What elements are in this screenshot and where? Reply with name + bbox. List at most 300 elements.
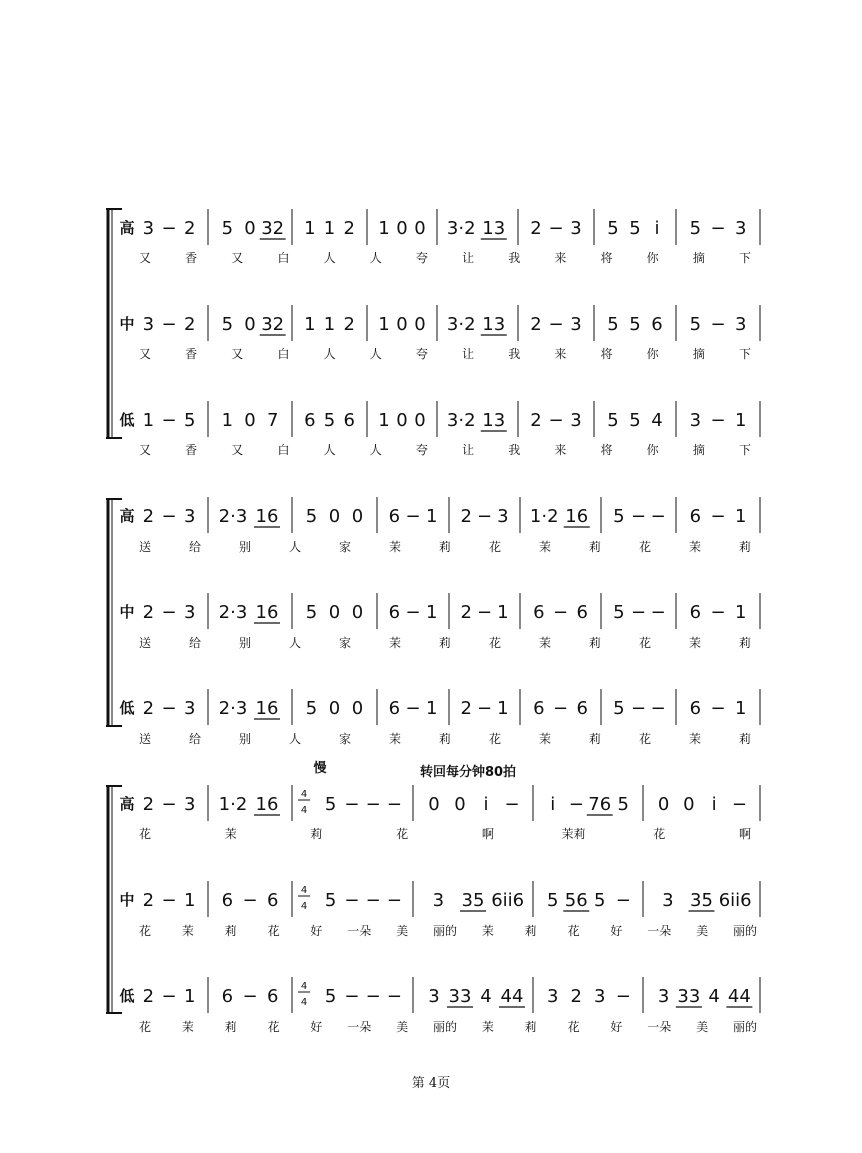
note [161,602,176,623]
note-glyph: 2 [142,602,155,623]
note-glyph: 3·2 [446,218,476,239]
note [143,698,154,719]
note-glyph: − [161,218,177,239]
lyric-syllable: 下 [738,443,752,457]
note [306,698,317,719]
measure [530,410,581,431]
note [690,602,701,623]
note-glyph: 5 [607,410,619,431]
note [735,218,746,239]
note [481,314,507,335]
note-glyph: 16 [255,602,279,623]
note [651,314,662,335]
measure [690,314,747,335]
note [414,218,425,239]
note-glyph: 5 [305,602,318,623]
note [161,698,176,719]
note-glyph: 3 [497,506,509,527]
note [184,698,195,719]
note [344,986,359,1007]
note-glyph: 6 [266,890,279,911]
measure [306,698,363,719]
note-glyph: 3 [570,218,582,239]
measure [613,602,666,623]
note [184,506,195,527]
measure [304,218,355,239]
measure [306,506,363,527]
lyric-syllable: 一朵 [347,924,372,938]
note-glyph: 0 [396,218,408,239]
note-glyph: 2 [142,698,155,719]
lyric-syllable: 你 [646,443,659,457]
note-glyph: 2 [183,218,196,239]
note-glyph: 0 [428,794,440,815]
note [184,986,195,1007]
voice-label-2: 中 [119,315,135,333]
note-glyph: − [710,698,726,719]
note [306,506,317,527]
note-glyph: 0 [396,410,408,431]
measure [433,890,525,911]
measure [143,794,196,815]
note [428,794,439,815]
note-glyph: 3 [183,602,196,623]
lyric-syllable: 莉 [588,540,602,554]
measure [690,218,747,239]
note-glyph: − [242,986,258,1007]
note [405,506,420,527]
lyric-syllable: 丽的 [732,924,758,938]
lyric-syllable: 花 [138,1020,152,1034]
note [530,410,541,431]
note-glyph: 0 [351,506,364,527]
lyric-syllable: 花 [567,1020,580,1034]
note [389,698,400,719]
note [483,794,488,815]
note [658,986,669,1007]
note-glyph: 1 [142,410,155,431]
slow-marking: 慢 [313,761,327,776]
note-glyph: − [710,410,726,431]
note-glyph: 1 [497,602,509,623]
note [447,218,476,239]
note-glyph: − [650,506,666,527]
note [344,794,359,815]
lyric-syllable: 一朵 [647,1020,672,1034]
note-glyph: − [161,698,177,719]
measure [143,986,196,1007]
note [735,506,746,527]
lyric-syllable: 茉 [388,732,402,746]
note [613,698,624,719]
note-glyph: 6ii6 [491,890,525,911]
note-glyph: − [161,602,177,623]
note [631,506,646,527]
lyric-syllable: 花 [396,827,409,841]
note-glyph: 1·2 [218,794,248,815]
note [325,890,336,911]
note [613,506,624,527]
note [222,218,233,239]
note-glyph: − [365,890,381,911]
measure [306,602,363,623]
note-glyph: 2 [570,986,582,1007]
lyric-syllable: 莉 [438,540,452,554]
tempo-marking: 转回每分钟80拍 [419,765,517,780]
measure [219,602,280,623]
measure [447,410,507,431]
note [477,602,492,623]
measure [460,698,508,719]
lyric-syllable: 将 [600,443,613,457]
lyrics-line-1 [139,539,751,554]
note [616,890,631,911]
note [329,602,340,623]
note [184,890,195,911]
note-glyph: 3 [547,986,559,1007]
lyric-syllable: 白 [277,347,290,361]
note-glyph: 3 [183,506,196,527]
note [343,218,354,239]
note-glyph: 6ii6 [718,890,752,911]
measure [690,602,747,623]
lyric-syllable: 莉 [588,732,602,746]
measure [143,314,196,335]
note-glyph: − [731,794,747,815]
note [710,314,725,335]
note [533,698,544,719]
measure [378,314,425,335]
note-glyph: 6 [533,602,545,623]
lyric-syllable: 又 [138,347,152,361]
note [254,698,280,719]
lyric-syllable: 茉 [481,1020,494,1034]
note [324,410,335,431]
note-glyph: 2 [460,602,472,623]
lyric-syllable: 又 [231,347,244,361]
note [396,410,407,431]
lyric-syllable: 人 [288,636,302,650]
measure [613,698,666,719]
note [389,602,400,623]
lyrics-line-2 [139,635,751,650]
note-glyph: 5 [613,506,625,527]
measure [304,410,355,431]
measure [222,218,286,239]
note-glyph: 5 [629,410,641,431]
measure [530,314,581,335]
note-glyph: 0 [414,410,426,431]
note-glyph: − [630,698,647,719]
measure [447,218,507,239]
lyric-syllable: 美 [396,1020,409,1034]
note [366,794,381,815]
note [222,410,233,431]
note [396,218,407,239]
note [184,602,195,623]
note-glyph: − [344,986,360,1007]
note-glyph: − [161,506,177,527]
note [447,986,473,1007]
staff-system-1 [106,209,760,457]
note-glyph: 16 [255,698,279,719]
note [629,410,640,431]
lyric-syllable: 下 [738,347,752,361]
note [477,698,492,719]
note [254,602,280,623]
note-glyph: 2 [343,314,355,335]
note [504,794,519,815]
note-glyph: 32 [261,314,285,335]
note-glyph: 3 [142,314,155,335]
note [553,698,568,719]
note [396,314,407,335]
note-glyph: − [548,410,564,431]
note-glyph: 6 [689,602,702,623]
note-glyph: − [161,410,177,431]
note [690,218,701,239]
note [161,410,176,431]
note-glyph: 2 [142,890,155,911]
lyric-syllable: 家 [338,732,352,746]
lyric-syllable: 莉 [224,924,237,938]
measure [219,506,280,527]
measure [658,986,752,1007]
lyric-syllable: 我 [508,347,521,361]
lyric-syllable: 茉 [688,732,702,746]
lyric-syllable: 花 [488,732,502,746]
note [571,986,582,1007]
measure [378,218,425,239]
note [387,794,402,815]
note-glyph: − [650,698,666,719]
lyric-syllable: 家 [338,636,352,650]
note [405,698,420,719]
lyric-syllable: 人 [323,347,336,361]
measure [690,506,747,527]
lyric-syllable: 人 [369,443,382,457]
note-glyph: − [552,602,569,623]
note-glyph: 0 [683,794,695,815]
lyric-syllable: 美 [696,1020,709,1034]
lyric-syllable: 摘 [692,443,705,457]
note-glyph: 4 [651,410,663,431]
note-glyph: − [630,506,647,527]
note [366,986,381,1007]
note-glyph: 1 [734,410,747,431]
note-glyph: 1 [734,506,747,527]
lyric-syllable: 你 [646,347,659,361]
note [683,794,694,815]
note-glyph: 1 [378,410,390,431]
note-glyph: 35 [690,890,713,911]
note-glyph: − [710,314,726,335]
note [460,698,471,719]
note [690,506,701,527]
measure [613,506,666,527]
note-glyph: 0 [414,218,426,239]
note [631,602,646,623]
note [689,890,715,911]
note-glyph: − [386,890,402,911]
note-glyph: − [386,794,402,815]
measure [607,218,659,239]
note-glyph: 5 [305,698,318,719]
note [550,794,555,815]
note [143,890,154,911]
note-glyph: 2 [530,314,542,335]
note-glyph: 5 [305,506,318,527]
note [184,314,195,335]
lyric-syllable: 茉莉 [561,827,586,841]
note [631,698,646,719]
note-glyph: 16 [565,506,589,527]
note-glyph: 33 [677,986,701,1007]
note [735,602,746,623]
note [735,410,746,431]
lyric-syllable: 花 [653,827,666,841]
note-glyph: 5 [183,410,196,431]
note [576,602,587,623]
note-glyph: 1 [323,218,336,239]
note [387,890,402,911]
note-glyph: i [711,794,717,815]
note-glyph: 3·2 [446,410,476,431]
note-glyph: 6 [689,506,702,527]
note-glyph: − [650,602,666,623]
note [690,314,701,335]
note-glyph: − [365,794,381,815]
note [242,890,257,911]
note [304,218,315,239]
note [662,890,673,911]
note-glyph: 5 [221,218,234,239]
note [547,890,558,911]
note-glyph: − [504,794,520,815]
note-glyph: − [710,602,726,623]
note [366,890,381,911]
lyric-syllable: 茉 [388,636,402,650]
note [726,986,752,1007]
lyric-syllable: 啊 [481,827,494,841]
note [329,698,340,719]
voice-label-2: 中 [119,891,135,909]
note-glyph: 1 [183,986,196,1007]
note-glyph: 6 [576,698,588,719]
note [143,506,154,527]
note-glyph: 5 [324,986,337,1007]
note [222,986,233,1007]
time-signature-bottom: 4 [300,901,308,912]
note-glyph: 1 [304,314,316,335]
voice-label-3: 低 [119,987,135,1005]
lyric-syllable: 送 [138,540,152,554]
note-glyph: − [548,218,564,239]
note-glyph: 6 [576,602,588,623]
lyric-syllable: 摘 [692,251,705,265]
note [732,794,747,815]
lyric-syllable: 莉 [738,636,752,650]
note [607,410,618,431]
measure [143,890,196,911]
lyric-syllable: 茉 [538,636,552,650]
note [563,890,589,911]
note-glyph: i [550,794,556,815]
lyric-syllable: 好 [610,924,623,938]
note [651,602,666,623]
note-glyph: 2 [460,698,472,719]
note [454,794,465,815]
lyric-syllable: 莉 [224,1020,237,1034]
measure [428,986,525,1007]
lyric-syllable: 好 [310,1020,323,1034]
lyric-syllable: 花 [488,636,502,650]
note [710,602,725,623]
note-glyph: 5 [613,698,625,719]
lyric-syllable: 夸 [415,251,428,265]
lyric-syllable: 丽的 [432,1020,458,1034]
note-glyph: 5 [221,314,234,335]
note-glyph: − [161,890,177,911]
note-glyph: − [344,890,360,911]
lyric-syllable: 莉 [438,732,452,746]
measure [533,698,588,719]
note [569,794,584,815]
note-glyph: 3 [570,410,582,431]
lyrics-line-2 [139,346,751,361]
measure [222,314,286,335]
measure [607,314,662,335]
note [343,410,354,431]
note [352,698,363,719]
note-glyph: 0 [244,218,256,239]
note-glyph: 3 [594,986,606,1007]
note [267,410,278,431]
lyrics-line-3 [139,731,751,746]
note [651,698,666,719]
note-glyph: 3 [432,890,445,911]
note [460,890,486,911]
note [184,218,195,239]
lyrics-line-1 [139,826,751,841]
note-glyph: 6 [266,986,279,1007]
page-number: 第 4页 [411,1076,451,1091]
note-glyph: 56 [564,890,588,911]
note [613,602,624,623]
lyric-syllable: 将 [600,251,613,265]
note [654,218,659,239]
note [143,794,154,815]
note [161,218,176,239]
measure [530,218,581,239]
note [576,698,587,719]
note-glyph: 2 [183,314,196,335]
lyric-syllable: 好 [610,1020,623,1034]
lyric-syllable: 一朵 [647,924,672,938]
lyric-syllable: 给 [188,540,202,554]
note [497,698,508,719]
note [710,410,725,431]
note [306,602,317,623]
note [304,314,315,335]
note [460,506,471,527]
lyric-syllable: 茉 [388,540,402,554]
note [710,218,725,239]
lyric-syllable: 给 [188,732,202,746]
lyric-syllable: 茉 [538,732,552,746]
lyric-syllable: 夸 [415,443,428,457]
lyric-syllable: 茉 [688,636,702,650]
